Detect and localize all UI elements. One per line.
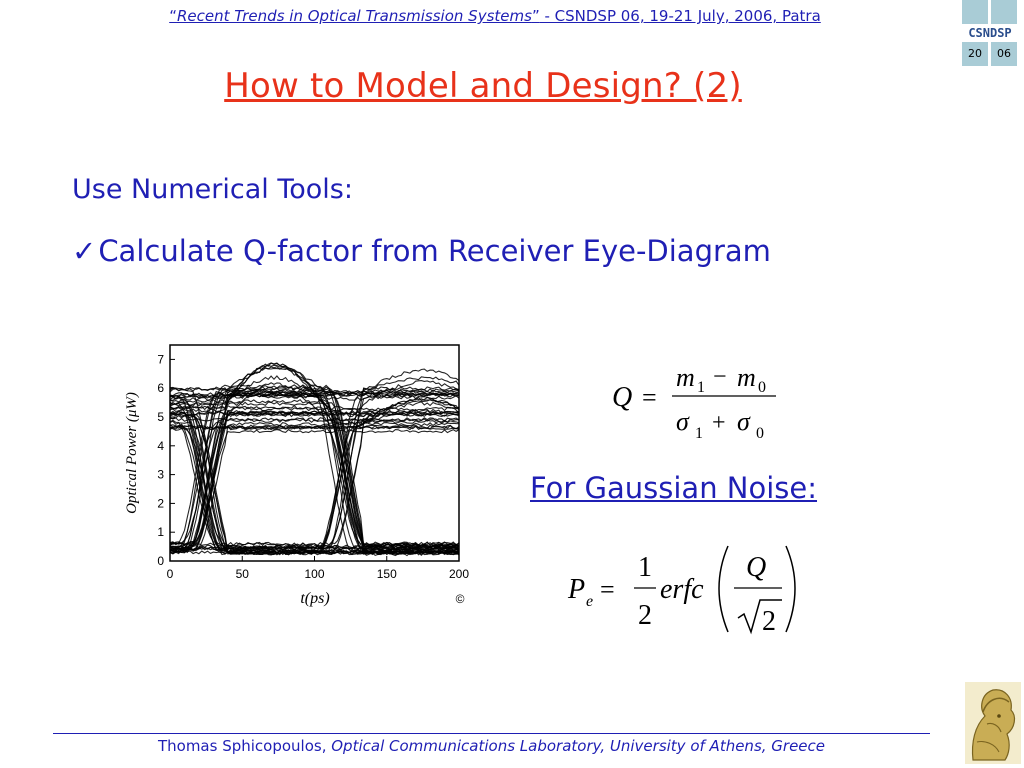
- footer-divider: [53, 733, 930, 734]
- x-tick-label: 0: [166, 567, 174, 581]
- p-symbol: P: [568, 574, 586, 605]
- error-probability-formula: [560, 538, 810, 643]
- subscript-0: 0: [756, 425, 764, 442]
- sqrt-argument: 2: [762, 606, 776, 637]
- y-tick-label: 6: [157, 381, 164, 396]
- x-tick-label: 50: [235, 567, 249, 581]
- eye-diagram-chart: [110, 335, 480, 615]
- y-axis: [157, 352, 175, 568]
- logo-number-right: 06: [997, 47, 1011, 60]
- sigma-symbol: σ: [737, 407, 750, 436]
- conference-header: [110, 7, 880, 25]
- x-tick-label: 150: [376, 567, 397, 581]
- header-close-quote: ”: [531, 7, 540, 25]
- logo-number-left: 20: [968, 47, 982, 60]
- fraction-denominator: 2: [638, 600, 652, 631]
- eye-traces: [170, 363, 459, 556]
- y-tick-label: 4: [157, 438, 164, 453]
- subscript-1: 1: [695, 425, 703, 442]
- check-bullet: [72, 234, 771, 268]
- subscript-0: 0: [758, 379, 766, 396]
- footer-affiliation: Optical Communications Laboratory, University of Athens, Greece: [331, 737, 826, 755]
- y-axis-label: Optical Power (μW): [124, 392, 140, 514]
- header-conference-title: Recent Trends in Optical Transmission Systems: [176, 7, 532, 25]
- bullet-heading: Use Numerical Tools:: [72, 174, 353, 205]
- subscript-e: e: [586, 593, 594, 610]
- check-bullet-text: Calculate Q-factor from Receiver Eye-Diagram: [98, 234, 771, 268]
- gaussian-noise-label: For Gaussian Noise:: [530, 471, 818, 505]
- logo-text: CSNDSP: [968, 26, 1012, 40]
- csndsp-logo: [960, 0, 1020, 70]
- right-paren-icon: [786, 546, 795, 632]
- x-axis-label: t(ps): [300, 590, 330, 607]
- q-symbol: Q: [612, 382, 633, 413]
- erfc-function: erfc: [660, 574, 704, 605]
- check-icon: ✓: [72, 234, 97, 268]
- equals-sign: =: [600, 575, 615, 604]
- footer-author: Thomas Sphicopoulos,: [157, 737, 332, 755]
- minus-sign: −: [713, 364, 727, 390]
- slide-title: How to Model and Design? (2): [224, 66, 742, 106]
- sigma-symbol: σ: [676, 407, 689, 436]
- logo-square: [991, 0, 1017, 24]
- y-tick-label: 1: [157, 525, 164, 540]
- logo-square: [962, 0, 988, 24]
- q-symbol: Q: [746, 552, 767, 583]
- y-tick-label: 2: [157, 496, 164, 511]
- header-rest: - CSNDSP 06, 19-21 July, 2006, Patra: [539, 7, 821, 25]
- y-tick-label: 7: [157, 352, 164, 367]
- equals-sign: =: [642, 383, 657, 412]
- fraction-numerator: 1: [638, 552, 652, 583]
- x-tick-label: 200: [448, 567, 470, 581]
- plus-sign: +: [712, 410, 726, 436]
- header-open-quote: “: [169, 7, 177, 25]
- y-tick-label: 0: [157, 554, 164, 568]
- subscript-1: 1: [697, 379, 705, 396]
- m-symbol: m: [676, 363, 695, 392]
- m-symbol: m: [737, 363, 756, 392]
- left-paren-icon: [719, 546, 728, 632]
- x-tick-label: 100: [304, 567, 325, 581]
- x-axis: [167, 556, 470, 581]
- q-factor-formula: [606, 358, 796, 458]
- copyright-mark: ©: [455, 592, 465, 606]
- y-tick-label: 3: [157, 467, 164, 482]
- footer-credit: [53, 737, 930, 755]
- university-emblem-icon: [965, 682, 1021, 764]
- y-tick-label: 5: [157, 410, 164, 424]
